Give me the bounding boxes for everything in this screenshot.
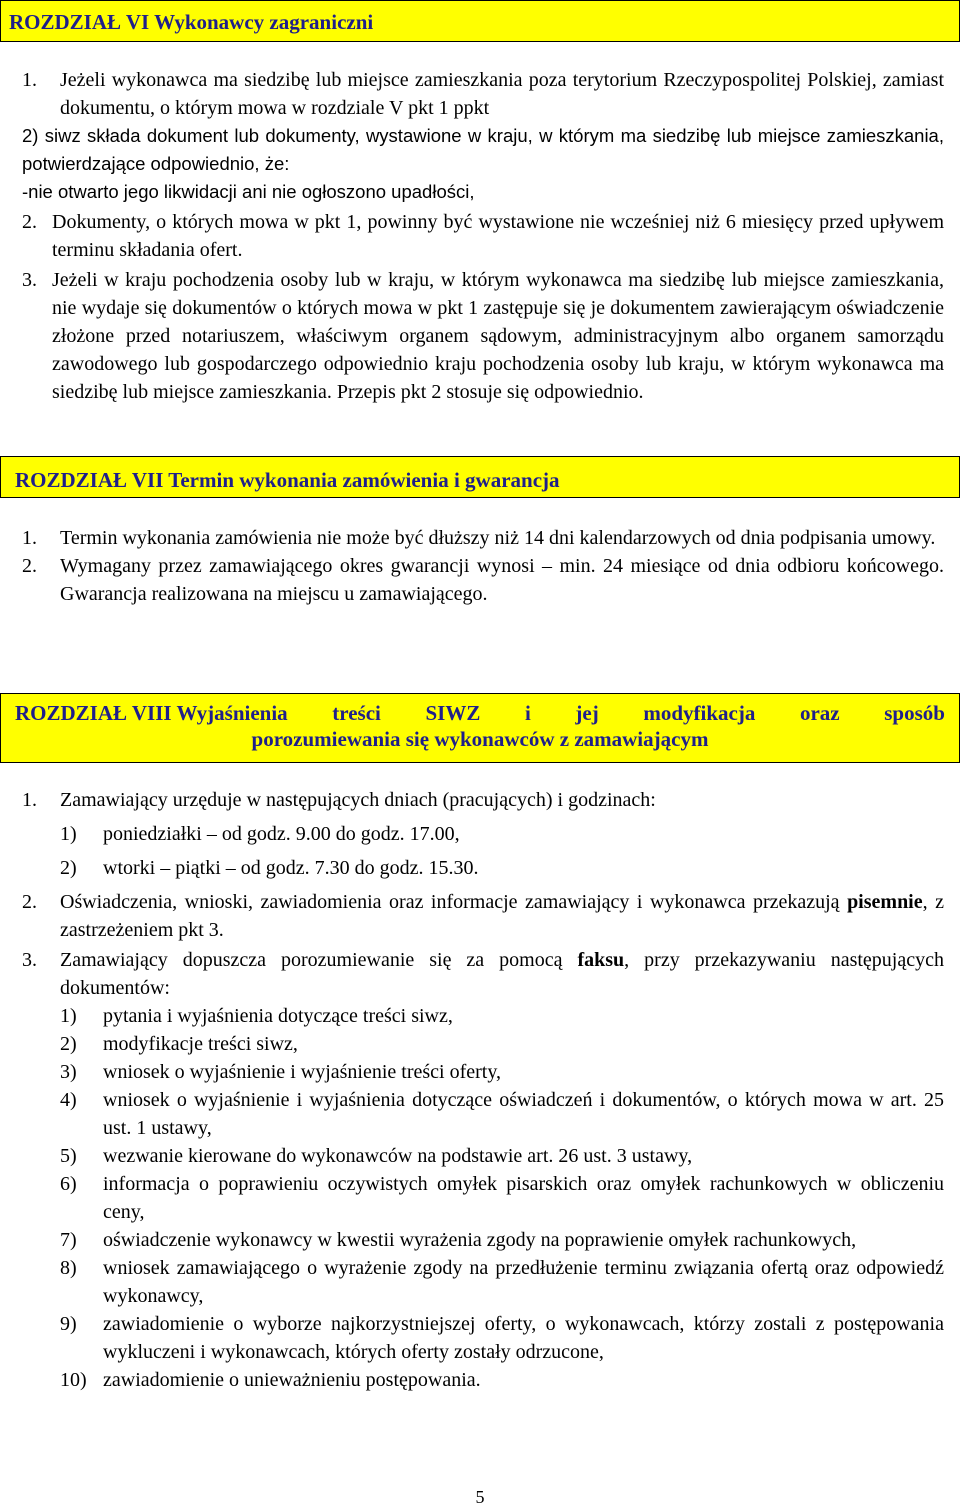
item-text: Zamawiający dopuszcza porozumiewanie się za pomocą [60, 949, 578, 971]
item-text: Dokumenty, o których mowa w pkt 1, powinny być wystawione nie wcześniej niż 6 miesięcy przed upływem terminu składania ofert. [52, 211, 944, 261]
sub-item-text: wniosek zamawiającego o wyrażenie zgody na przedłużenie terminu związania ofertą oraz odpowiedź wykonawcy, [103, 1257, 944, 1307]
item-text: Wymagany przez zamawiającego okres gwarancji wynosi – min. 24 miesiące od dnia odbioru końcowego. Gwarancja realizowana na miejscu u zamawiającego. [60, 555, 944, 605]
item-text-part-c-wrap [22, 178, 960, 206]
sub-item-number: 1) [60, 823, 77, 845]
sub-item-text: pytania i wyjaśnienia dotyczące treści siwz, [103, 1005, 453, 1027]
sub-item [0, 1086, 960, 1142]
sub-item-number: 7) [60, 1229, 77, 1251]
sub-item-text: wezwanie kierowane do wykonawców na podstawie art. 26 ust. 3 ustawy, [103, 1145, 693, 1167]
page-number: 5 [475, 1487, 485, 1507]
item-number: 2. [22, 555, 37, 577]
section-7-body [0, 524, 960, 608]
item-text-wrap [60, 524, 944, 552]
sub-item-text: zawiadomienie o unieważnieniu postępowania. [103, 1369, 481, 1391]
title-word: ROZDZIAŁ VIII Wyjaśnienia [15, 701, 288, 725]
section-8-title-line-2: porozumiewania się wykonawców z zamawiającym [251, 727, 709, 751]
item-number: 3. [22, 269, 37, 291]
item-text-part-b: 2) siwz składa dokument lub dokumenty, wystawione w kraju, w którym ma siedzibę lub miejsce zamieszkania, potwierdzające odpowiednio, że: [22, 125, 944, 174]
sub-item-text: oświadczenie wykonawcy w kwestii wyrażenia zgody na poprawienie omyłek rachunkowych, [103, 1229, 857, 1251]
item-number: 3. [22, 949, 37, 971]
title-word: modyfikacja [643, 701, 756, 725]
item-text-end: , z zastrzeżeniem pkt 3. [60, 891, 944, 941]
item-text-part-b-wrap [22, 122, 944, 178]
sub-item-number: 10) [60, 1369, 87, 1391]
sub-item [0, 820, 960, 848]
section-8-title-line-1 [15, 700, 945, 726]
sub-item-number: 9) [60, 1313, 77, 1335]
sub-item [0, 854, 960, 882]
title-word: oraz [799, 701, 840, 725]
item-number: 1. [22, 527, 37, 549]
item-text-part-c: -nie otwarto jego likwidacji ani nie ogłoszono upadłości, [22, 181, 475, 202]
sub-item-text: wniosek o wyjaśnienie i wyjaśnienie treści oferty, [103, 1061, 502, 1083]
sub-item [0, 1170, 960, 1226]
section-6-item-3 [0, 266, 960, 406]
sub-item-number: 1) [60, 1005, 77, 1027]
sub-item [0, 1310, 960, 1366]
sub-item-text: zawiadomienie o wyborze najkorzystniejszej oferty, o wykonawcach, którzy zostali z postępowania wykluczeni i wykonawcach, których oferty zostały odrzucone, [103, 1313, 944, 1363]
section-7-item-2 [0, 552, 960, 608]
sub-item [0, 1366, 960, 1394]
item-text-wrap [60, 786, 960, 814]
section-7-title: ROZDZIAŁ VII Termin wykonania zamówienia i gwarancja [15, 468, 560, 492]
sub-item-text: poniedziałki – od godz. 9.00 do godz. 17.00, [103, 823, 460, 845]
item-text-wrap [60, 552, 944, 608]
sub-item-text: modyfikacje treści siwz, [103, 1033, 298, 1055]
sub-item-number: 8) [60, 1257, 77, 1279]
item-text-wrap [60, 888, 944, 944]
section-7-item-1 [0, 524, 960, 552]
item-number: 2. [22, 211, 37, 233]
item-text-wrap [52, 266, 944, 406]
section-8-item-1 [0, 786, 960, 814]
item-number: 2. [22, 891, 37, 913]
item-text [60, 66, 944, 122]
item-text-part-a: Jeżeli wykonawca ma siedzibę lub miejsce zamieszkania poza terytorium Rzeczypospolitej Polskiej, zamiast dokumentu, o którym mowa w rozdziale V pkt 1 ppkt [60, 69, 944, 119]
section-6-title: ROZDZIAŁ VI Wykonawcy zagraniczni [9, 10, 374, 34]
sub-item-number: 6) [60, 1173, 77, 1195]
sub-item-number: 2) [60, 1033, 77, 1055]
sub-item-number: 3) [60, 1061, 77, 1083]
sub-item [0, 1002, 960, 1030]
section-6-item-1 [0, 66, 960, 206]
item-text: Zamawiający urzęduje w następujących dniach (pracujących) i godzinach: [60, 789, 656, 811]
item-text-wrap [52, 208, 944, 264]
item-number: 1. [22, 789, 37, 811]
item-text-bold: faksu [577, 949, 625, 971]
title-word: SIWZ [425, 701, 481, 725]
sub-item [0, 1058, 960, 1086]
section-8-item-3 [0, 946, 960, 1002]
sub-item [0, 1142, 960, 1170]
sub-item [0, 1030, 960, 1058]
section-7-heading [0, 456, 960, 498]
title-word: i [524, 701, 531, 725]
sub-item-number: 4) [60, 1089, 77, 1111]
section-6-heading [0, 0, 960, 42]
sub-item-number: 2) [60, 857, 77, 879]
section-8-heading [0, 693, 960, 763]
sub-item-text: wniosek o wyjaśnienie i wyjaśnienia dotyczące oświadczeń i dokumentów, o których mowa w art. 25 ust. 1 ustawy, [103, 1089, 944, 1139]
item-text-end: , przy przekazywaniu następujących dokumentów: [60, 949, 944, 999]
item-text-bold: pisemnie [847, 891, 923, 913]
item-text: Oświadczenia, wnioski, zawiadomienia oraz informacje zamawiający i wykonawca przekazują [60, 891, 848, 913]
sub-item-number: 5) [60, 1145, 77, 1167]
section-8-body [0, 786, 960, 1394]
item-text: Jeżeli w kraju pochodzenia osoby lub w kraju, w którym wykonawca ma siedzibę lub miejsce zamieszkania, nie wydaje się dokumentów o których mowa w pkt 1 zastępuje się je dokumentem zawierającym oświadczenie złożone przed notariuszem, właściwym organem sądowym, administracyjnym albo organem samorządu zawodowego lub gospodarczego odpowiednio kraju pochodzenia osoby lub kraju, w którym wykonawca ma siedzibę lub miejsce zamieszkania. Przepis pkt 2 stosuje się odpowiednio. [52, 269, 944, 403]
sub-item-text: informacja o poprawieniu oczywistych omyłek pisarskich oraz omyłek rachunkowych w obliczeniu ceny, [103, 1173, 944, 1223]
item-text-wrap [60, 946, 944, 1002]
title-word: jej [575, 701, 599, 725]
sub-item [0, 1226, 960, 1254]
section-6-body [0, 66, 960, 406]
item-text: Termin wykonania zamówienia nie może być dłuższy niż 14 dni kalendarzowych od dnia podpisania umowy. [60, 527, 936, 549]
section-6-item-2 [0, 208, 960, 264]
title-word: treści [332, 701, 381, 725]
item-number: 1. [22, 69, 37, 91]
section-8-item-2 [0, 888, 960, 944]
sub-item [0, 1254, 960, 1310]
sub-item-text: wtorki – piątki – od godz. 7.30 do godz. 15.30. [103, 857, 479, 879]
title-word: sposób [884, 701, 945, 725]
